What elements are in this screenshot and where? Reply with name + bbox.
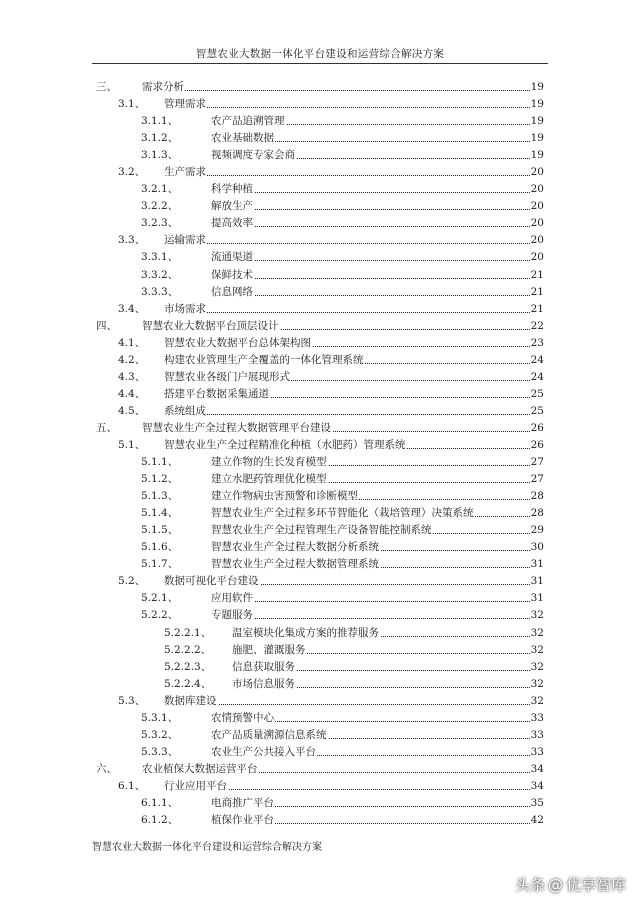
toc-entry-title: 智慧农业各级门户展现形式 — [164, 369, 291, 386]
toc-entry[interactable] — [0, 352, 640, 369]
toc-entry-page-number: 32 — [531, 676, 544, 693]
toc-entry[interactable] — [0, 607, 640, 624]
toc-entry-number: 3.2、 — [118, 166, 146, 179]
toc-entry-title: 建立作物的生长发育模型 — [211, 454, 328, 471]
toc-entry[interactable] — [0, 232, 640, 249]
toc-entry-page-number: 35 — [531, 795, 544, 812]
toc-entry-number: 4.3、 — [118, 370, 146, 383]
toc-entry-page-number: 21 — [531, 267, 544, 284]
toc-entry[interactable] — [0, 249, 640, 266]
toc-entry-page-number: 32 — [531, 642, 544, 659]
toc-entry-page-number: 24 — [531, 369, 544, 386]
toc-entry[interactable] — [0, 301, 640, 318]
toc-entry-page-number: 20 — [531, 198, 544, 215]
toc-entry[interactable] — [0, 727, 640, 744]
toc-entry[interactable] — [0, 471, 640, 488]
toc-entry-number: 6.1.2、 — [141, 814, 179, 827]
toc-entry-number: 6.1、 — [118, 779, 146, 792]
toc-entry-page-number: 21 — [531, 301, 544, 318]
toc-dot-leader — [164, 107, 540, 108]
toc-dot-leader — [211, 295, 540, 296]
toc-entry-title: 建立水肥药管理优化模型 — [211, 471, 328, 488]
toc-entry[interactable] — [0, 778, 640, 795]
toc-entry-title: 农业植保大数据运营平台 — [142, 761, 259, 778]
toc-entry[interactable] — [0, 795, 640, 812]
toc-entry-page-number: 42 — [531, 812, 544, 829]
toc-entry-title: 应用软件 — [211, 590, 254, 607]
toc-entry-page-number: 25 — [531, 386, 544, 403]
toc-dot-leader — [164, 414, 540, 415]
toc-entry-title: 信息获取服务 — [232, 659, 296, 676]
toc-entry[interactable] — [0, 147, 640, 164]
toc-entry-number: 五、 — [96, 421, 117, 434]
toc-entry-number: 5.3.2、 — [141, 728, 179, 741]
toc-entry-number: 5.2.2.3、 — [164, 660, 212, 673]
toc-entry-number: 3.4、 — [118, 302, 146, 315]
toc-entry-number: 5.2.2.1、 — [164, 626, 212, 639]
toc-entry-number: 3.1、 — [118, 98, 146, 111]
toc-entry-page-number: 34 — [531, 761, 544, 778]
toc-entry-number: 3.2.2、 — [141, 200, 179, 213]
toc-entry[interactable] — [0, 386, 640, 403]
toc-entry[interactable] — [0, 437, 640, 454]
toc-entry-number: 3.3.1、 — [141, 251, 179, 264]
toc-entry-title: 信息网络 — [211, 284, 254, 301]
toc-entry-number: 5.1.1、 — [141, 456, 179, 469]
toc-entry-page-number: 33 — [531, 727, 544, 744]
toc-entry-page-number: 31 — [531, 556, 544, 573]
toc-entry-title: 智慧农业大数据平台总体架构图 — [164, 335, 312, 352]
toc-entry-number: 三、 — [96, 81, 117, 93]
toc-entry[interactable] — [0, 676, 640, 693]
toc-entry-title: 保鲜技术 — [211, 267, 254, 284]
toc-entry[interactable] — [0, 590, 640, 607]
toc-entry-number: 4.4、 — [118, 387, 146, 400]
toc-entry-title: 智慧农业大数据平台顶层设计 — [142, 318, 280, 335]
toc-entry-title: 智慧农业生产全过程大数据管理系统 — [211, 556, 380, 573]
toc-entry-page-number: 25 — [531, 403, 544, 420]
toc-entry-page-number: 34 — [531, 778, 544, 795]
toc-dot-leader — [142, 90, 540, 91]
toc-dot-leader — [164, 175, 540, 176]
toc-entry-page-number: 19 — [531, 79, 544, 96]
toc-entry-number: 3.2.3、 — [141, 217, 179, 230]
toc-entry-number: 5.1、 — [118, 438, 146, 451]
toc-entry[interactable] — [0, 181, 640, 198]
toc-entry-page-number: 26 — [531, 437, 544, 454]
watermark-name: 优享智库 — [565, 876, 626, 894]
toc-entry[interactable] — [0, 761, 640, 778]
toc-entry-number: 四、 — [96, 319, 117, 332]
toc-entry[interactable] — [0, 744, 640, 761]
toc-entry[interactable] — [0, 267, 640, 284]
toc-entry-page-number: 22 — [531, 318, 544, 335]
toc-entry-page-number: 30 — [531, 539, 544, 556]
toc-entry-number: 5.1.5、 — [141, 524, 179, 537]
toc-entry-number: 5.2.2、 — [141, 609, 179, 622]
toc-entry-number: 5.3.3、 — [141, 745, 179, 758]
toc-dot-leader — [164, 704, 540, 705]
toc-entry[interactable] — [0, 659, 640, 676]
toc-entry-title: 生产需求 — [164, 164, 207, 181]
toc-entry-page-number: 28 — [531, 505, 544, 522]
toc-entry-title: 系统组成 — [164, 403, 207, 420]
toc-entry-page-number: 20 — [531, 181, 544, 198]
toc-entry-title: 施肥、灌溉服务 — [232, 642, 307, 659]
toc-entry-number: 5.1.6、 — [141, 541, 179, 554]
toc-dot-leader — [164, 312, 540, 313]
toc-entry-page-number: 31 — [531, 590, 544, 607]
page-footer-title: 智慧农业大数据一体化平台建设和运营综合解决方案 — [92, 842, 322, 853]
toc-entry-page-number: 32 — [531, 659, 544, 676]
toc-entry-title: 农情预警中心 — [211, 710, 275, 727]
toc-entry[interactable] — [0, 403, 640, 420]
toc-entry-page-number: 23 — [531, 335, 544, 352]
toc-entry-page-number: 27 — [531, 454, 544, 471]
toc-entry-title: 农业基础数据 — [211, 130, 275, 147]
toc-entry-number: 5.2.2.2、 — [164, 643, 212, 656]
toc-entry-number: 3.1.3、 — [141, 149, 179, 162]
toc-entry[interactable] — [0, 693, 640, 710]
toc-entry[interactable] — [0, 710, 640, 727]
toc-entry[interactable] — [0, 573, 640, 590]
table-of-contents — [0, 79, 640, 829]
toc-entry-title: 行业应用平台 — [164, 778, 228, 795]
toc-entry-title: 市场信息服务 — [232, 676, 296, 693]
toc-entry[interactable] — [0, 369, 640, 386]
toc-entry-page-number: 20 — [531, 249, 544, 266]
toc-entry-title: 农产品追溯管理 — [211, 113, 286, 130]
toc-entry-number: 5.2.1、 — [141, 592, 179, 605]
toc-entry-number: 6.1.1、 — [141, 796, 179, 809]
toc-entry[interactable] — [0, 420, 640, 437]
toc-entry[interactable] — [0, 522, 640, 539]
toc-entry-page-number: 28 — [531, 488, 544, 505]
toc-entry-title: 农业生产公共接入平台 — [211, 744, 317, 761]
toc-entry[interactable] — [0, 164, 640, 181]
toc-entry-title: 科学种植 — [211, 181, 254, 198]
toc-entry-page-number: 19 — [531, 147, 544, 164]
toc-entry-page-number: 32 — [531, 607, 544, 624]
toc-entry-page-number: 27 — [531, 471, 544, 488]
toc-entry-title: 数据库建设 — [164, 693, 218, 710]
toc-entry-number: 5.1.2、 — [141, 473, 179, 486]
toc-entry-page-number: 33 — [531, 744, 544, 761]
toc-entry-number: 六、 — [96, 762, 117, 775]
toc-entry[interactable] — [0, 284, 640, 301]
toc-entry-page-number: 31 — [531, 573, 544, 590]
toc-entry-title: 植保作业平台 — [211, 812, 275, 829]
toc-entry[interactable] — [0, 335, 640, 352]
toc-dot-leader — [211, 278, 540, 279]
toc-entry-title: 智慧农业生产全过程多环节智能化（栽培管理）决策系统 — [211, 505, 475, 522]
toc-dot-leader — [211, 209, 540, 210]
toc-entry-number: 5.2.2.4、 — [164, 677, 212, 690]
toc-entry[interactable] — [0, 113, 640, 130]
toc-entry-page-number: 20 — [531, 232, 544, 249]
toc-entry-title: 管理需求 — [164, 96, 207, 113]
toc-entry-title: 解放生产 — [211, 198, 254, 215]
toc-entry-number: 3.1.2、 — [141, 132, 179, 145]
toc-entry-number: 3.3.3、 — [141, 285, 179, 298]
toc-entry[interactable] — [0, 79, 640, 96]
toc-entry-title: 智慧农业生产全过程大数据分析系统 — [211, 539, 380, 556]
toc-entry-title: 需求分析 — [142, 79, 185, 96]
toc-entry-page-number: 24 — [531, 352, 544, 369]
toc-entry[interactable] — [0, 625, 640, 642]
toc-entry[interactable] — [0, 198, 640, 215]
toc-entry[interactable] — [0, 539, 640, 556]
toc-entry-title: 智慧农业生产全过程管理生产设备智能控制系统 — [211, 522, 433, 539]
toc-entry[interactable] — [0, 642, 640, 659]
toc-dot-leader — [211, 192, 540, 193]
toc-entry[interactable] — [0, 130, 640, 147]
toc-entry-number: 4.5、 — [118, 404, 146, 417]
toc-entry[interactable] — [0, 812, 640, 829]
toc-entry-number: 5.2、 — [118, 575, 146, 588]
toc-entry[interactable] — [0, 505, 640, 522]
toc-entry[interactable] — [0, 488, 640, 505]
watermark-prefix: 头条 — [514, 876, 545, 894]
toc-entry-number: 5.3、 — [118, 694, 146, 707]
toc-entry[interactable] — [0, 215, 640, 232]
toc-entry-page-number: 20 — [531, 164, 544, 181]
toc-entry[interactable] — [0, 556, 640, 573]
watermark-at-sign: @ — [547, 875, 563, 894]
toc-dot-leader — [211, 601, 540, 602]
toc-entry-page-number: 29 — [531, 522, 544, 539]
toc-entry-title: 数据可视化平台建设 — [164, 573, 260, 590]
toc-entry-title: 搭建平台数据采集通道 — [164, 386, 270, 403]
toc-entry-page-number: 19 — [531, 130, 544, 147]
page-header-title: 智慧农业大数据一体化平台建设和运营综合解决方案 — [195, 48, 445, 60]
toc-entry-title: 智慧农业生产全过程大数据管理平台建设 — [142, 420, 332, 437]
toc-entry-title: 视频调度专家会商 — [211, 147, 296, 164]
toc-entry-page-number: 19 — [531, 113, 544, 130]
toc-entry-number: 5.1.3、 — [141, 490, 179, 503]
toc-entry-title: 农产品质量溯源信息系统 — [211, 727, 328, 744]
toc-entry-number: 5.1.7、 — [141, 558, 179, 571]
toc-entry-title: 电商推广平台 — [211, 795, 275, 812]
toc-entry-title: 智慧农业生产全过程精准化种植（水肥药）管理系统 — [164, 437, 407, 454]
toc-entry-title: 流通渠道 — [211, 249, 254, 266]
toc-entry-page-number: 19 — [531, 96, 544, 113]
toc-entry-page-number: 26 — [531, 420, 544, 437]
toc-entry-page-number: 20 — [531, 215, 544, 232]
toc-entry[interactable] — [0, 318, 640, 335]
toc-entry-title: 运输需求 — [164, 232, 207, 249]
toc-entry-title: 构建农业管理生产全覆盖的一体化管理系统 — [164, 352, 365, 369]
toc-entry[interactable] — [0, 454, 640, 471]
toc-entry-title: 温室模块化集成方案的推荐服务 — [232, 625, 380, 642]
toc-entry-number: 3.3.2、 — [141, 268, 179, 281]
toc-dot-leader — [164, 243, 540, 244]
toc-entry-number: 4.1、 — [118, 336, 146, 349]
header-divider — [92, 63, 548, 64]
watermark-logo — [515, 874, 626, 895]
toc-entry-title: 市场需求 — [164, 301, 207, 318]
toc-entry-page-number: 33 — [531, 710, 544, 727]
toc-dot-leader — [211, 226, 540, 227]
toc-entry-title: 建立作物病虫害预警和诊断模型 — [211, 488, 359, 505]
toc-entry-title: 提高效率 — [211, 215, 254, 232]
toc-entry-page-number: 32 — [531, 625, 544, 642]
toc-entry-number: 3.2.1、 — [141, 183, 179, 196]
toc-entry-page-number: 21 — [531, 284, 544, 301]
toc-entry-title: 专题服务 — [211, 607, 254, 624]
toc-entry-number: 5.3.1、 — [141, 711, 179, 724]
toc-entry-number: 3.1.1、 — [141, 115, 179, 128]
toc-entry-number: 4.2、 — [118, 353, 146, 366]
toc-entry-page-number: 32 — [531, 693, 544, 710]
toc-entry-number: 3.3、 — [118, 234, 146, 247]
toc-dot-leader — [211, 618, 540, 619]
toc-entry[interactable] — [0, 96, 640, 113]
toc-entry-number: 5.1.4、 — [141, 507, 179, 520]
toc-dot-leader — [211, 260, 540, 261]
